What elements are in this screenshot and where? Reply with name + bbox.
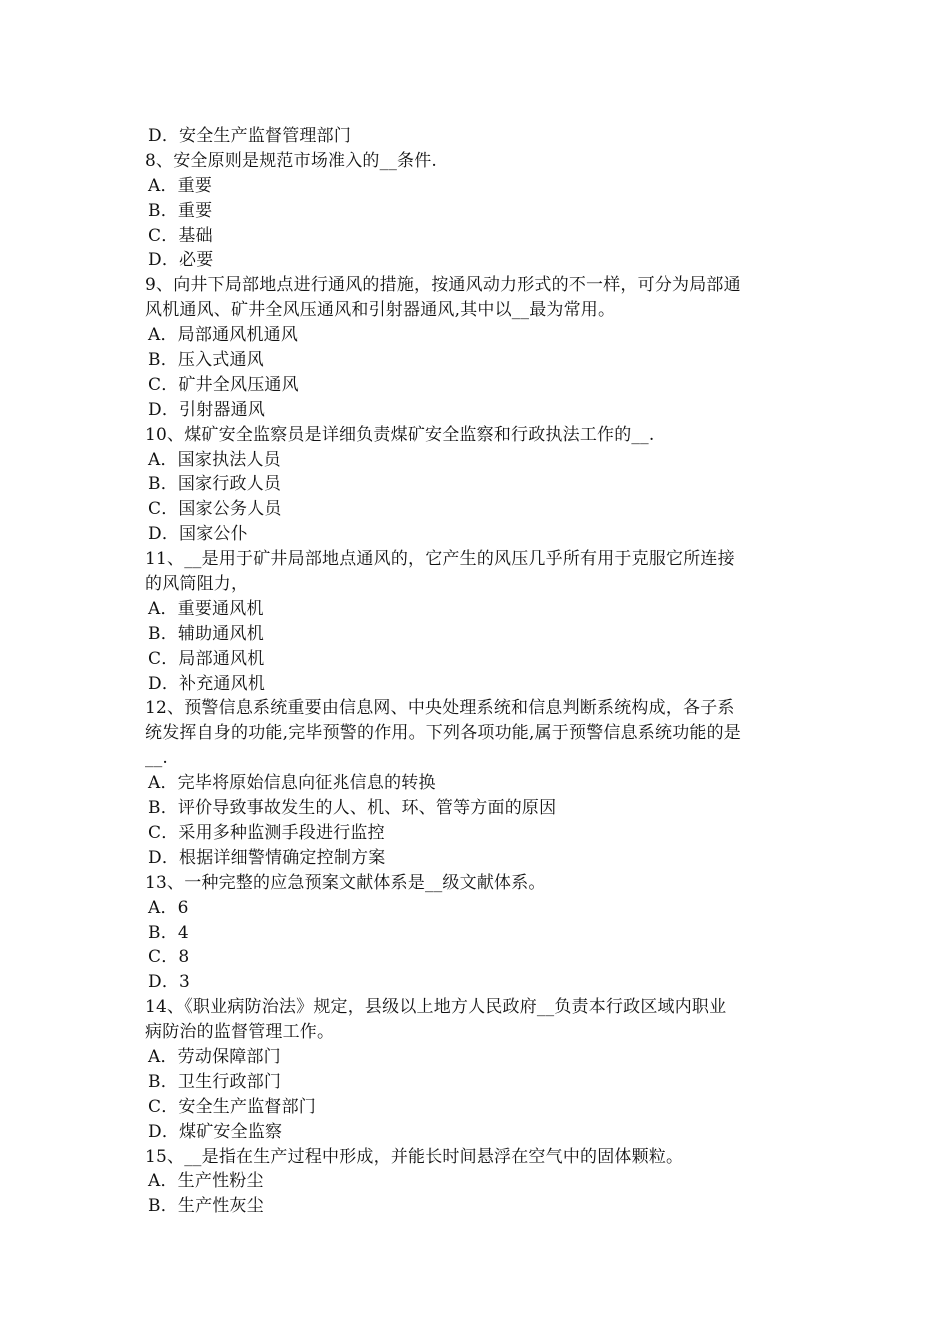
- option-text: B．评价导致事故发生的人、机、环、管等方面的原因: [148, 798, 557, 819]
- question-text: 9、向井下局部地点进行通风的措施，按通风动力形式的不一样，可分为局部通: [145, 275, 741, 296]
- question-text: 11、__是用于矿井局部地点通风的，它产生的风压几乎所有用于克服它所连接: [145, 549, 735, 570]
- option-text: C．8: [148, 947, 190, 968]
- option-text: A．生产性粉尘: [148, 1171, 264, 1192]
- option-text: B．4: [148, 922, 189, 943]
- option-text: D．补充通风机: [148, 673, 266, 694]
- document-page: [145, 124, 810, 1219]
- option-text: D．国家公仆: [148, 524, 248, 545]
- option-text: D．煤矿安全监察: [148, 1121, 283, 1142]
- option-text: B．卫生行政部门: [148, 1071, 282, 1092]
- option-text: A．重要: [148, 175, 213, 196]
- option-text: C．基础: [148, 225, 213, 246]
- question-text: 13、一种完整的应急预案文献体系是__级文献体系。: [145, 872, 546, 893]
- option-text: B．重要: [148, 200, 213, 221]
- question-text: __.: [145, 748, 169, 769]
- option-text: A．劳动保障部门: [148, 1046, 281, 1067]
- option-text: B．辅助通风机: [148, 623, 264, 644]
- question-text: 风机通风、矿井全风压通风和引射器通风,其中以__最为常用。: [145, 300, 616, 321]
- option-text: A．6: [148, 897, 189, 918]
- question-text: 12、预警信息系统重要由信息网、中央处理系统和信息判断系统构成，各子系: [145, 698, 735, 719]
- option-text: A．重要通风机: [148, 598, 264, 619]
- option-text: A．完毕将原始信息向征兆信息的转换: [148, 773, 436, 794]
- question-text: 10、煤矿安全监察员是详细负责煤矿安全监察和行政执法工作的__.: [145, 424, 655, 445]
- option-text: D．根据详细警情确定控制方案: [148, 847, 386, 868]
- option-text: A．局部通风机通风: [148, 325, 299, 346]
- question-text: 8、安全原则是规范市场准入的__条件.: [145, 150, 438, 171]
- option-text: D．安全生产监督管理部门: [148, 126, 352, 146]
- option-text: B．压入式通风: [148, 350, 264, 371]
- question-text: 15、__是指在生产过程中形成，并能长时间悬浮在空气中的固体颗粒。: [145, 1146, 684, 1167]
- question-text: 统发挥自身的功能,完毕预警的作用。下列各项功能,属于预警信息系统功能的是: [145, 723, 742, 744]
- option-text: D．必要: [148, 250, 214, 271]
- option-text: D．3: [148, 972, 191, 993]
- option-text: C．安全生产监督部门: [148, 1096, 317, 1117]
- option-text: C．矿井全风压通风: [148, 374, 299, 395]
- option-text: C．国家公务人员: [148, 499, 282, 520]
- option-text: C．采用多种监测手段进行监控: [148, 822, 385, 843]
- option-text: B．生产性灰尘: [148, 1196, 264, 1217]
- option-text: C．局部通风机: [148, 648, 265, 669]
- question-text: 病防治的监督管理工作。: [145, 1022, 335, 1043]
- question-text: 14、《职业病防治法》规定，县级以上地方人民政府__负责本行政区域内职业: [145, 997, 727, 1018]
- question-text: 的风筒阻力，: [145, 574, 249, 595]
- option-text: B．国家行政人员: [148, 474, 282, 495]
- option-text: A．国家执法人员: [148, 449, 281, 470]
- option-text: D．引射器通风: [148, 399, 266, 420]
